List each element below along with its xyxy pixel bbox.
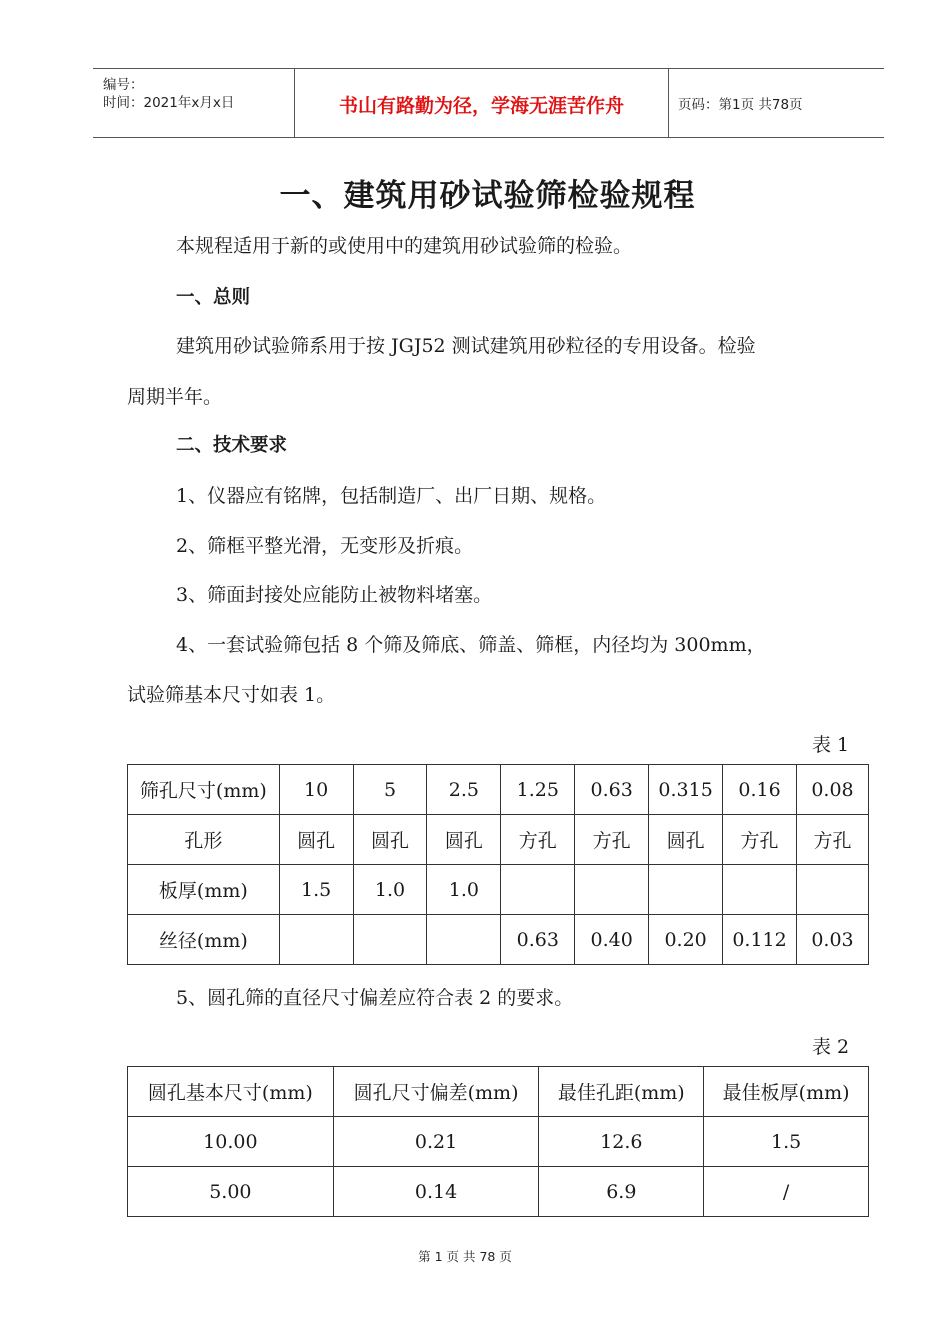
header-page-info: 页码：第1页 共78页 — [678, 97, 803, 113]
table-cell: 1.5 — [279, 865, 353, 915]
general-paragraph-line2: 周期半年。 — [127, 386, 223, 408]
page-header — [93, 68, 884, 138]
table-cell — [649, 865, 723, 915]
requirement-item-4: 4、一套试验筛包括 8 个筛及筛底、筛盖、筛框，内径均为 300mm， — [176, 634, 766, 656]
round-hole-deviation-table — [127, 1066, 869, 1217]
table-cell: 2.5 — [427, 765, 501, 815]
table-cell: 圆孔 — [649, 815, 723, 865]
requirement-item-5: 5、圆孔筛的直径尺寸偏差应符合表 2 的要求。 — [176, 987, 574, 1009]
table-cell: 方孔 — [575, 815, 649, 865]
table-row-label-cell: 5.00 — [128, 1167, 334, 1217]
table-cell: 0.40 — [575, 915, 649, 965]
table-cell: 1.0 — [427, 865, 501, 915]
table-cell: 圆孔 — [279, 815, 353, 865]
table-cell: 圆孔 — [353, 815, 427, 865]
table-row — [128, 815, 869, 865]
table-cell: 0.03 — [797, 915, 869, 965]
requirement-item-2: 2、筛框平整光滑，无变形及折痕。 — [176, 535, 474, 557]
table-row — [128, 865, 869, 915]
page-footer: 第 1 页 共 78 页 — [418, 1249, 512, 1264]
table-cell: 0.63 — [575, 765, 649, 815]
intro-paragraph: 本规程适用于新的或使用中的建筑用砂试验筛的检验。 — [176, 235, 633, 257]
table-cell: 1.0 — [353, 865, 427, 915]
table-row-label-cell: 孔形 — [128, 815, 280, 865]
table-row-label-cell: 10.00 — [128, 1117, 334, 1167]
table-header-cell: 圆孔尺寸偏差(mm) — [333, 1067, 539, 1117]
table-cell: 1.5 — [704, 1117, 869, 1167]
table-cell: 0.112 — [723, 915, 797, 965]
table-cell: 圆孔 — [427, 815, 501, 865]
table-row-label-cell: 板厚(mm) — [128, 865, 280, 915]
table-row — [128, 1117, 869, 1167]
table-cell: 10 — [279, 765, 353, 815]
table-cell — [279, 915, 353, 965]
table-row-label-cell: 筛孔尺寸(mm) — [128, 765, 280, 815]
table-row — [128, 1167, 869, 1217]
sieve-size-table — [127, 764, 869, 965]
table-cell — [501, 865, 575, 915]
table-cell: 方孔 — [797, 815, 869, 865]
table-cell: 0.63 — [501, 915, 575, 965]
table-cell — [353, 915, 427, 965]
table-cell: 方孔 — [501, 815, 575, 865]
table-cell: 0.08 — [797, 765, 869, 815]
table-header-cell: 最佳孔距(mm) — [539, 1067, 704, 1117]
table-header-cell: 最佳板厚(mm) — [704, 1067, 869, 1117]
table-cell — [575, 865, 649, 915]
section-heading-general: 一、总则 — [176, 287, 251, 308]
table-row-label-cell: 丝径(mm) — [128, 915, 280, 965]
requirement-item-1: 1、仪器应有铭牌，包括制造厂、出厂日期、规格。 — [176, 485, 607, 507]
table2-caption: 表 2 — [812, 1036, 850, 1058]
header-motto-cell — [295, 69, 669, 137]
table-header-cell: 圆孔基本尺寸(mm) — [128, 1067, 334, 1117]
table-cell — [797, 865, 869, 915]
table-cell: 6.9 — [539, 1167, 704, 1217]
general-paragraph-line1: 建筑用砂试验筛系用于按 JGJ52 测试建筑用砂粒径的专用设备。检验 — [176, 335, 756, 357]
header-meta-cell — [93, 69, 295, 137]
header-page-cell — [669, 69, 884, 137]
table-cell: 5 — [353, 765, 427, 815]
header-motto: 书山有路勤为径，学海无涯苦作舟 — [338, 95, 624, 117]
table-row — [128, 1067, 869, 1117]
table-cell: 12.6 — [539, 1117, 704, 1167]
table-cell: 0.20 — [649, 915, 723, 965]
table-cell: 方孔 — [723, 815, 797, 865]
table-cell: 0.16 — [723, 765, 797, 815]
table-cell: / — [704, 1167, 869, 1217]
table-cell: 0.21 — [333, 1117, 539, 1167]
table-cell: 0.14 — [333, 1167, 539, 1217]
section-heading-technical: 二、技术要求 — [176, 435, 288, 456]
table-cell — [427, 915, 501, 965]
table-cell — [723, 865, 797, 915]
table-row — [128, 915, 869, 965]
table-cell: 0.315 — [649, 765, 723, 815]
table-cell: 1.25 — [501, 765, 575, 815]
document-time-label: 时间：2021年x月x日 — [103, 95, 235, 111]
requirement-item-4-continued: 试验筛基本尺寸如表 1。 — [127, 684, 336, 706]
document-number-label: 编号： — [103, 77, 144, 93]
table-row — [128, 765, 869, 815]
document-title: 一、建筑用砂试验筛检验规程 — [279, 178, 696, 214]
table1-caption: 表 1 — [812, 734, 850, 756]
requirement-item-3: 3、筛面封接处应能防止被物料堵塞。 — [176, 584, 493, 606]
